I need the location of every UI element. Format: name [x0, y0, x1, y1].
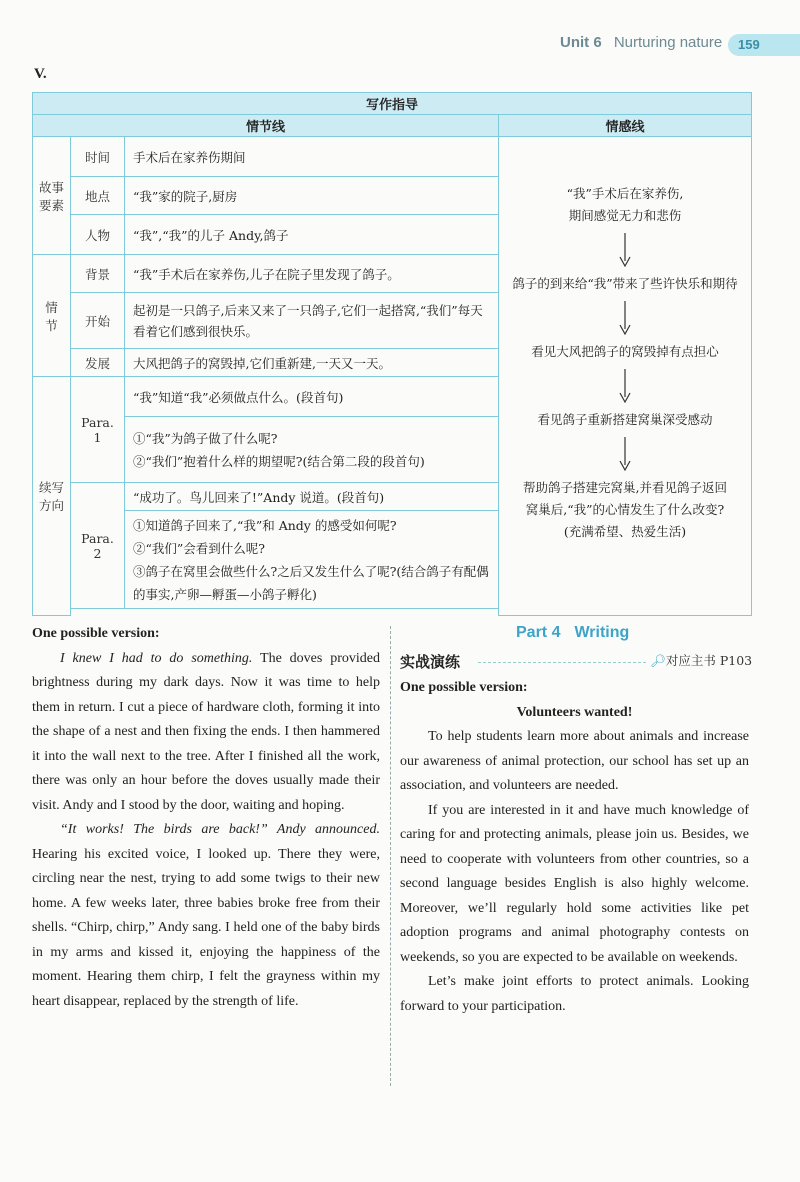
para2-q3: ③鸽子在窝里会做些什么?之后又发生什么了呢?(结合鸽子有配偶的事实,产卵—孵蛋—小鸽子孵化)	[133, 563, 489, 602]
search-icon: 🔎︎	[650, 653, 666, 668]
para1-q1: ①“我”为鸽子做了什么呢?	[133, 430, 278, 446]
right-paragraph-3: Let’s make joint efforts to protect animals. Looking forward to your participation.	[400, 974, 749, 1014]
para2-q2: ②“我们”会看到什么呢?	[133, 540, 265, 556]
row-label-people: 人物	[71, 215, 125, 255]
left-paragraph-2: “It works! The birds are back!” Andy announced. Hearing his excited voice, I looked up. There they were, circling near the nest, trying to add some twigs to their new home. A few weeks later, three babies broke free from their shells. “Chirp, chirp,” Andy sang. I held one of the baby birds in my arms and kissed it, enjoying the happiness of the moment. Hearing them chirp, I felt the grayness within my heart disappear, replaced by the strength of life.	[32, 822, 380, 1009]
left-column	[32, 622, 380, 1014]
row-label-background: 背景	[71, 255, 125, 293]
para1-questions	[125, 417, 499, 483]
arrow-down-icon	[619, 369, 631, 403]
running-header	[560, 34, 722, 51]
right-paragraph-1: To help students learn more about animals and increase our awareness of animal protection, our school has set up an association, and volunteers are needed.	[400, 729, 749, 793]
right-version-label: One possible version:	[400, 680, 528, 695]
practice-divider	[478, 662, 646, 663]
plot-column-header: 情节线	[33, 115, 499, 137]
row-label-start: 开始	[71, 293, 125, 349]
page-number: 159	[728, 34, 800, 56]
group-continuation: 续写方向	[33, 377, 71, 616]
emotion-5b: 窝巢后,“我”的心情发生了什么改变?	[525, 502, 725, 517]
right-paragraph-2: If you are interested in it and have much knowledge of caring for and protecting animals, please join us. Besides, we need to cooperate with volunteers from other countries, so a second language besides English is also highly welcome. Moreover, we’ll regularly hold some activities like pet adoption programs and animal photography contests on weekends, so you are expected to be available on weekends.	[400, 802, 749, 965]
left-paragraph-1: I knew I had to do something. The doves provided brightness during my dark days. Now it was time to help them in return. I cut a piece of hardware cloth, forming it into the shape of a nest and then fixing the ends. I then hammered it into the wall next to the tree. After I finished all the work, there was only an hour before the doves usually made their visit. Andy and I stood by the door, waiting and hoping.	[32, 650, 380, 813]
arrow-down-icon	[619, 437, 631, 471]
book-reference: 🔎︎对应主书 P103	[650, 653, 753, 668]
emotion-5a: 帮助鸽子搭建完窝巢,并看见鸽子返回	[523, 480, 727, 495]
row-development: 大风把鸽子的窝毁掉,它们重新建,一天又一天。	[125, 349, 499, 377]
row-people: “我”,“我”的儿子 Andy,鸽子	[125, 215, 499, 255]
practice-heading: 实战演练	[400, 653, 461, 671]
row-time: 手术后在家养伤期间	[125, 137, 499, 177]
column-divider	[390, 626, 391, 1086]
para2-first-sentence: “成功了。鸟儿回来了!”Andy 说道。(段首句)	[125, 483, 499, 511]
left-version-label: One possible version:	[32, 626, 160, 641]
right-column	[400, 676, 749, 1019]
row-start: 起初是一只鸽子,后来又来了一只鸽子,它们一起搭窝,“我们”每天看着它们感到很快乐。	[125, 293, 499, 349]
section-label: V.	[34, 66, 47, 82]
para2-label: Para. 2	[71, 483, 125, 609]
group-plot: 情节	[33, 255, 71, 377]
unit-subtitle: Nurturing nature	[613, 34, 723, 51]
para1-q2: ②“我们”抱着什么样的期望呢?(结合第二段的段首句)	[133, 453, 425, 469]
emotion-4: 看见鸽子重新搭建窝巢深受感动	[537, 412, 713, 427]
group-story-elements: 故事要素	[33, 137, 71, 255]
emotion-column-header: 情感线	[499, 115, 752, 137]
row-place: “我”家的院子,厨房	[125, 177, 499, 215]
para1-label: Para. 1	[71, 377, 125, 483]
part-heading: Part 4 Writing	[516, 624, 630, 641]
emotion-1a: “我”手术后在家养伤,	[566, 186, 684, 201]
emotion-3: 看见大风把鸽子的窝毁掉有点担心	[531, 344, 719, 359]
row-label-place: 地点	[71, 177, 125, 215]
essay-title: Volunteers wanted!	[516, 704, 633, 720]
arrow-down-icon	[619, 233, 631, 267]
row-label-time: 时间	[71, 137, 125, 177]
emotion-line	[499, 137, 752, 616]
unit-label: Unit 6	[560, 34, 602, 51]
arrow-down-icon	[619, 301, 631, 335]
para2-q1: ①知道鸽子回来了,“我”和 Andy 的感受如何呢?	[133, 517, 397, 533]
row-label-development: 发展	[71, 349, 125, 377]
emotion-1b: 期间感觉无力和悲伤	[568, 208, 682, 223]
emotion-5c: (充满希望、热爱生活)	[563, 524, 687, 539]
para1-first-sentence: “我”知道“我”必须做点什么。(段首句)	[125, 377, 499, 417]
writing-guide-table	[32, 92, 752, 616]
table-title: 写作指导	[33, 93, 752, 115]
row-background: “我”手术后在家养伤,儿子在院子里发现了鸽子。	[125, 255, 499, 293]
emotion-2: 鸽子的到来给“我”带来了些许快乐和期待	[512, 276, 738, 291]
para2-questions	[125, 511, 499, 609]
